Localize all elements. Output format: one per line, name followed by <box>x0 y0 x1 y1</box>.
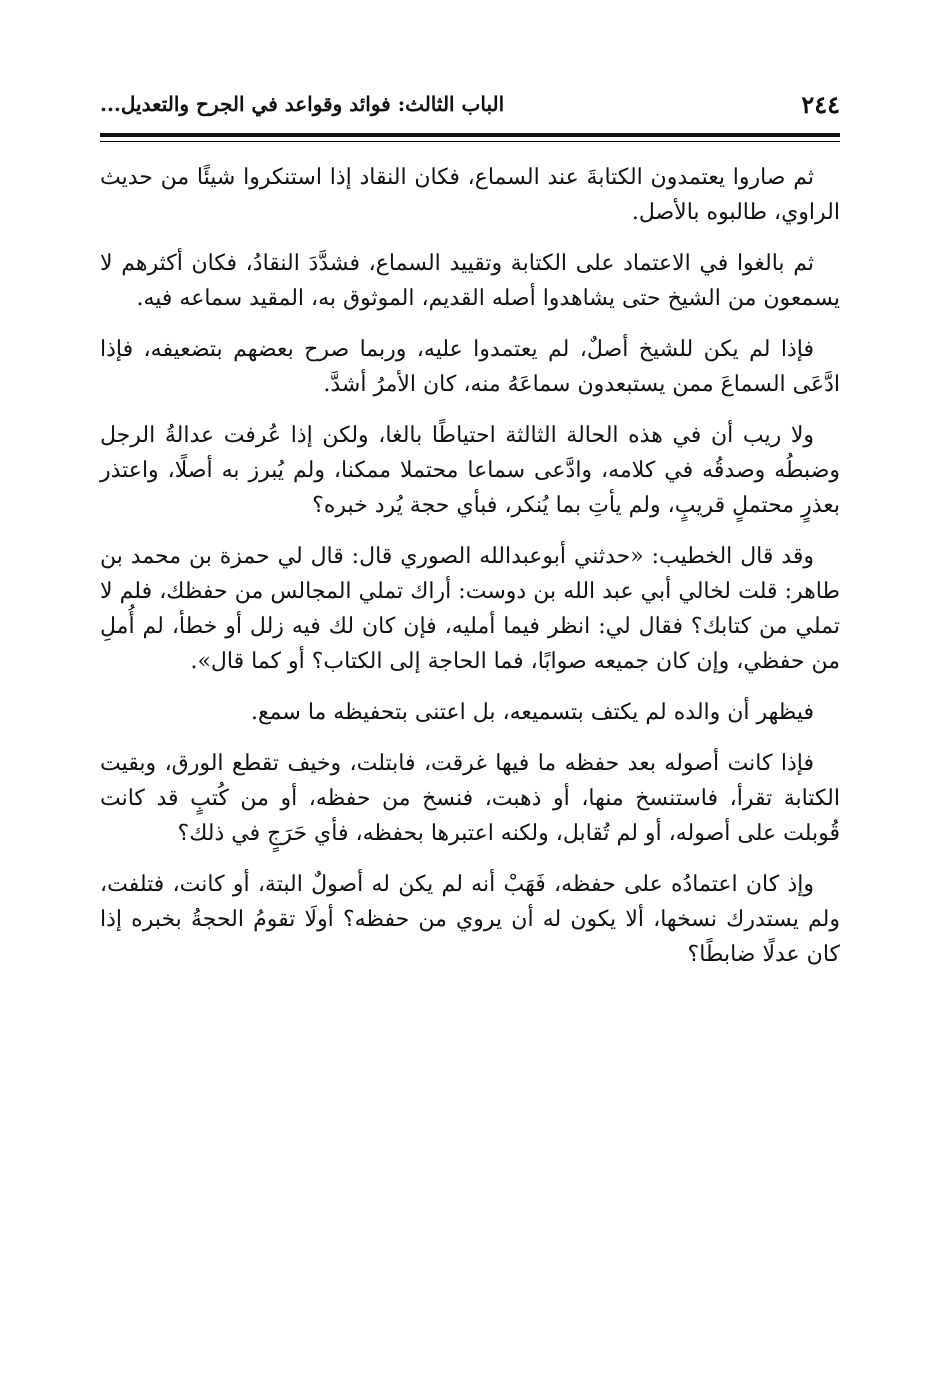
paragraph: ثم بالغوا في الاعتماد على الكتابة وتقييد السماع، فشدَّدَ النقادُ، فكان أكثرهم لا يسمعون من الشيخ حتى يشاهدوا أصله القديم، الموثوق به، المقيد سماعه فيه. <box>100 251 840 311</box>
body-text <box>100 160 840 988</box>
page-header <box>100 88 840 132</box>
paragraph: ثم صاروا يعتمدون الكتابةَ عند السماع، فكان النقاد إذا استنكروا شيئًا من حديث الراوي، طالبوه بالأصل. <box>100 165 840 225</box>
paragraph: ولا ريب أن في هذه الحالة الثالثة احتياطًا بالغا، ولكن إذا عُرفت عدالةُ الرجل وضبطُه وصدقُه في كلامه، وادَّعى سماعا محتملا ممكنا، ولم يُبرز به أصلًا، واعتذر بعذرٍ محتملٍ قريبٍ، ولم يأتِ بما يُنكر، فبأي حجة يُرد خبره؟ <box>100 423 840 518</box>
page-number: ٢٤٤ <box>801 90 840 119</box>
paragraph: فإذا لم يكن للشيخ أصلٌ، لم يعتمدوا عليه، وربما صرح بعضهم بتضعيفه، فإذا ادَّعَى السماعَ ممن يستبعدون سماعَهُ منه، كان الأمرُ أشدَّ. <box>100 337 840 397</box>
paragraph: فيظهر أن والده لم يكتف بتسميعه، بل اعتنى بتحفيظه ما سمع. <box>250 700 814 725</box>
paragraph: وقد قال الخطيب: «حدثني أبوعبدالله الصوري قال: قال لي حمزة بن محمد بن طاهر: قلت لخالي أبي عبد الله بن دوست: أراك تملي المجالس من حفظك، فلم لا تملي من كتابك؟ فقال لي: انظر فيما أمليه، فإن كان لك فيه زلل أو خطأ، لم أُملِ من حفظي، وإن كان جميعه صوابًا، فما الحاجة إلى الكتاب؟ أو كما قال». <box>100 544 840 674</box>
running-title: الباب الثالث: فوائد وقواعد في الجرح والتعديل... <box>100 92 505 116</box>
paragraph: وإذ كان اعتمادُه على حفظه، فَهَبْ أنه لم يكن له أصولٌ البتة، أو كانت، فتلفت، ولم يستدرك نسخها، ألا يكون له أن يروي من حفظه؟ أولَا تقومُ الحجةُ بخبره إذا كان عدلًا ضابطًا؟ <box>100 872 840 967</box>
paragraph: فإذا كانت أصوله بعد حفظه ما فيها غرقت، فابتلت، وخيف تقطع الورق، وبقيت الكتابة تقرأ، فاستنسخ منها، أو ذهبت، فنسخ من حفظه، أو من كُتبٍ قد كانت قُوبلت على أصوله، أو لم تُقابل، ولكنه اعتبرها بحفظه، فأي حَرَجٍ في ذلك؟ <box>100 751 840 846</box>
header-rule-thin <box>100 141 840 142</box>
header-rule-thick <box>100 133 840 137</box>
